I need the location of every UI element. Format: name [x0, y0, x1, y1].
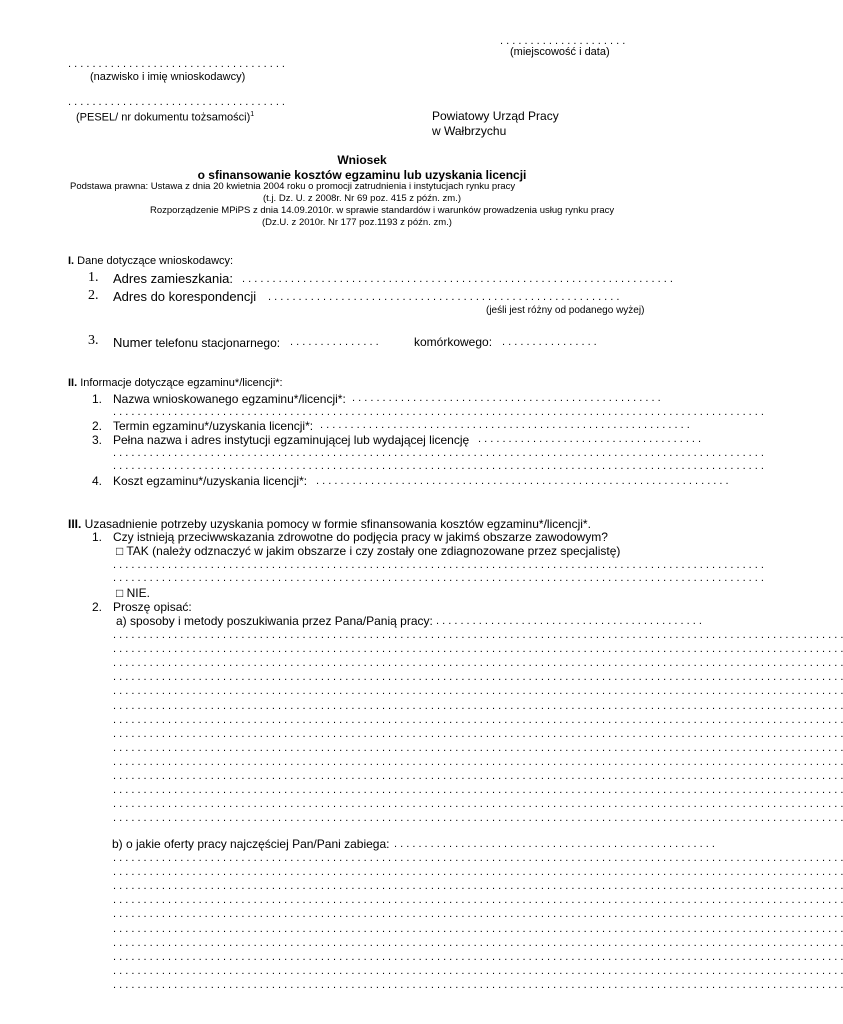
- correspondence-dots[interactable]: . . . . . . . . . . . . . . . . . . . . . . . . . . . . . . . . . . . . . . . . . . . . . . . . . . . . . . . . . .: [268, 291, 620, 303]
- landline-dots[interactable]: . . . . . . . . . . . . . . .: [290, 336, 379, 348]
- health-yes-dots-1[interactable]: . . . . . . . . . . . . . . . . . . . . . . . . . . . . . . . . . . . . . . . . . . . . . . . . . . . . . . . . . . . . . . . . . . . . . . . . . . . . . . . . . . . . . . . . . . . . . . . . . . . . . . . . . . .: [113, 559, 764, 571]
- answer-line[interactable]: . . . . . . . . . . . . . . . . . . . . . . . . . . . . . . . . . . . . . . . . . . . . . . . . . . . . . . . . . . . . . . . . . . . . . . . . . . . . . . . . . . . . . . . . . . . . . . . . . . . . . . . . . . . . . . . . . . . . . . . .: [113, 908, 843, 921]
- pesel-dots[interactable]: . . . . . . . . . . . . . . . . . . . . . . . . . . . . . . . . . . . .: [68, 96, 285, 108]
- exam-date-label: Termin egzaminu*/uzyskania licencji*:: [113, 419, 314, 433]
- job-search-methods-dots[interactable]: . . . . . . . . . . . . . . . . . . . . . . . . . . . . . . . . . . . . . . . . . . . .: [436, 615, 702, 627]
- answer-line[interactable]: . . . . . . . . . . . . . . . . . . . . . . . . . . . . . . . . . . . . . . . . . . . . . . . . . . . . . . . . . . . . . . . . . . . . . . . . . . . . . . . . . . . . . . . . . . . . . . . . . . . . . . . . . . . . . . . . . . . . . . . .: [113, 741, 843, 754]
- answer-line[interactable]: . . . . . . . . . . . . . . . . . . . . . . . . . . . . . . . . . . . . . . . . . . . . . . . . . . . . . . . . . . . . . . . . . . . . . . . . . . . . . . . . . . . . . . . . . . . . . . . . . . . . . . . . . . . . . . . . . . . . . . . .: [113, 978, 843, 991]
- job-offers-label: b) o jakie oferty pracy najczęściej Pan/Pani zabiega:: [112, 837, 390, 851]
- exam-name-label: Nazwa wnioskowanego egzaminu*/licencji*:: [113, 392, 346, 406]
- answer-line[interactable]: . . . . . . . . . . . . . . . . . . . . . . . . . . . . . . . . . . . . . . . . . . . . . . . . . . . . . . . . . . . . . . . . . . . . . . . . . . . . . . . . . . . . . . . . . . . . . . . . . . . . . . . . . . . . . . . . . . . . . . . .: [113, 685, 843, 698]
- item-2-number: 2.: [88, 288, 99, 303]
- institution-dots-3[interactable]: . . . . . . . . . . . . . . . . . . . . . . . . . . . . . . . . . . . . . . . . . . . . . . . . . . . . . . . . . . . . . . . . . . . . . . . . . . . . . . . . . . . . . . . . . . . . . . . . . . . . . . . . . . .: [113, 460, 764, 472]
- health-question: Czy istnieją przeciwwskazania zdrowotne do podjęcia pracy w jakimś obszarze zawodowym?: [113, 530, 608, 544]
- answer-line[interactable]: . . . . . . . . . . . . . . . . . . . . . . . . . . . . . . . . . . . . . . . . . . . . . . . . . . . . . . . . . . . . . . . . . . . . . . . . . . . . . . . . . . . . . . . . . . . . . . . . . . . . . . . . . . . . . . . . . . . . . . . .: [113, 964, 843, 977]
- exam-cost-dots[interactable]: . . . . . . . . . . . . . . . . . . . . . . . . . . . . . . . . . . . . . . . . . . . . . . . . . . . . . . . . . . . . . . . . . . . .: [316, 475, 729, 487]
- legal-basis-2: (t.j. Dz. U. z 2008r. Nr 69 poz. 415 z późn. zm.): [263, 193, 461, 204]
- item-3-number: 3.: [88, 333, 99, 348]
- correspondence-label: Adres do korespondencji: [113, 289, 257, 304]
- document-title: Wniosek: [337, 153, 387, 167]
- job-offers-dots[interactable]: . . . . . . . . . . . . . . . . . . . . . . . . . . . . . . . . . . . . . . . . . . . . . . . . . . . . .: [394, 838, 715, 850]
- institution-dots-2[interactable]: . . . . . . . . . . . . . . . . . . . . . . . . . . . . . . . . . . . . . . . . . . . . . . . . . . . . . . . . . . . . . . . . . . . . . . . . . . . . . . . . . . . . . . . . . . . . . . . . . . . . . . . . . . .: [113, 447, 764, 459]
- correspondence-note: (jeśli jest różny od podanego wyżej): [486, 305, 645, 316]
- exam-cost-number: 4.: [92, 474, 103, 488]
- mobile-label: komórkowego:: [414, 335, 493, 349]
- answer-line[interactable]: . . . . . . . . . . . . . . . . . . . . . . . . . . . . . . . . . . . . . . . . . . . . . . . . . . . . . . . . . . . . . . . . . . . . . . . . . . . . . . . . . . . . . . . . . . . . . . . . . . . . . . . . . . . . . . . . . . . . . . . .: [113, 852, 843, 864]
- answer-line[interactable]: . . . . . . . . . . . . . . . . . . . . . . . . . . . . . . . . . . . . . . . . . . . . . . . . . . . . . . . . . . . . . . . . . . . . . . . . . . . . . . . . . . . . . . . . . . . . . . . . . . . . . . . . . . . . . . . . . . . . . . . .: [113, 727, 843, 740]
- answer-line[interactable]: . . . . . . . . . . . . . . . . . . . . . . . . . . . . . . . . . . . . . . . . . . . . . . . . . . . . . . . . . . . . . . . . . . . . . . . . . . . . . . . . . . . . . . . . . . . . . . . . . . . . . . . . . . . . . . . . . . . . . . . .: [113, 798, 843, 811]
- exam-cost-label: Koszt egzaminu*/uzyskania licencji*:: [113, 474, 308, 488]
- section-1-heading: I. Dane dotyczące wnioskodawcy:: [68, 255, 234, 267]
- exam-name-dots-2[interactable]: . . . . . . . . . . . . . . . . . . . . . . . . . . . . . . . . . . . . . . . . . . . . . . . . . . . . . . . . . . . . . . . . . . . . . . . . . . . . . . . . . . . . . . . . . . . . . . . . . . . . . . . . . . .: [113, 406, 764, 418]
- exam-name-dots[interactable]: . . . . . . . . . . . . . . . . . . . . . . . . . . . . . . . . . . . . . . . . . . . . . . . . . . .: [352, 392, 661, 404]
- answer-line[interactable]: . . . . . . . . . . . . . . . . . . . . . . . . . . . . . . . . . . . . . . . . . . . . . . . . . . . . . . . . . . . . . . . . . . . . . . . . . . . . . . . . . . . . . . . . . . . . . . . . . . . . . . . . . . . . . . . . . . . . . . . .: [113, 784, 843, 797]
- date-place-label: (miejscowość i data): [510, 46, 610, 58]
- address-dots[interactable]: . . . . . . . . . . . . . . . . . . . . . . . . . . . . . . . . . . . . . . . . . . . . . . . . . . . . . . . . . . . . . . . . . . . . . . .: [242, 273, 673, 285]
- answer-line[interactable]: . . . . . . . . . . . . . . . . . . . . . . . . . . . . . . . . . . . . . . . . . . . . . . . . . . . . . . . . . . . . . . . . . . . . . . . . . . . . . . . . . . . . . . . . . . . . . . . . . . . . . . . . . . . . . . . . . . . . . . . .: [113, 671, 843, 684]
- answer-line[interactable]: . . . . . . . . . . . . . . . . . . . . . . . . . . . . . . . . . . . . . . . . . . . . . . . . . . . . . . . . . . . . . . . . . . . . . . . . . . . . . . . . . . . . . . . . . . . . . . . . . . . . . . . . . . . . . . . . . . . . . . . .: [113, 880, 843, 893]
- legal-basis-1: Podstawa prawna: Ustawa z dnia 20 kwietnia 2004 roku o promocji zatrudnienia i instytucjach rynku pracy: [70, 181, 516, 192]
- answer-line[interactable]: . . . . . . . . . . . . . . . . . . . . . . . . . . . . . . . . . . . . . . . . . . . . . . . . . . . . . . . . . . . . . . . . . . . . . . . . . . . . . . . . . . . . . . . . . . . . . . . . . . . . . . . . . . . . . . . . . . . . . . . .: [113, 950, 843, 963]
- office-name: Powiatowy Urząd Pracy: [432, 109, 559, 123]
- answer-line[interactable]: . . . . . . . . . . . . . . . . . . . . . . . . . . . . . . . . . . . . . . . . . . . . . . . . . . . . . . . . . . . . . . . . . . . . . . . . . . . . . . . . . . . . . . . . . . . . . . . . . . . . . . . . . . . . . . . . . . . . . . . .: [113, 894, 843, 907]
- describe-number: 2.: [92, 600, 103, 614]
- applicant-name-label: (nazwisko i imię wnioskodawcy): [90, 71, 246, 83]
- section-2-heading: II. Informacje dotyczące egzaminu*/licencji*:: [68, 377, 283, 389]
- office-city: w Wałbrzychu: [432, 124, 507, 138]
- institution-dots[interactable]: . . . . . . . . . . . . . . . . . . . . . . . . . . . . . . . . . . . . .: [478, 433, 702, 445]
- answer-line[interactable]: . . . . . . . . . . . . . . . . . . . . . . . . . . . . . . . . . . . . . . . . . . . . . . . . . . . . . . . . . . . . . . . . . . . . . . . . . . . . . . . . . . . . . . . . . . . . . . . . . . . . . . . . . . . . . . . . . . . . . . . .: [113, 657, 843, 670]
- exam-name-number: 1.: [92, 392, 103, 406]
- applicant-name-dots[interactable]: . . . . . . . . . . . . . . . . . . . . . . . . . . . . . . . . . . . .: [68, 58, 285, 70]
- health-yes-dots-2[interactable]: . . . . . . . . . . . . . . . . . . . . . . . . . . . . . . . . . . . . . . . . . . . . . . . . . . . . . . . . . . . . . . . . . . . . . . . . . . . . . . . . . . . . . . . . . . . . . . . . . . . . . . . . . . .: [113, 572, 764, 584]
- item-1-number: 1.: [88, 270, 99, 285]
- answer-line[interactable]: . . . . . . . . . . . . . . . . . . . . . . . . . . . . . . . . . . . . . . . . . . . . . . . . . . . . . . . . . . . . . . . . . . . . . . . . . . . . . . . . . . . . . . . . . . . . . . . . . . . . . . . . . . . . . . . . . . . . . . . .: [113, 713, 843, 726]
- institution-label: Pełna nazwa i adres instytucji egzaminującej lub wydającej licencję: [113, 433, 470, 447]
- answer-line[interactable]: . . . . . . . . . . . . . . . . . . . . . . . . . . . . . . . . . . . . . . . . . . . . . . . . . . . . . . . . . . . . . . . . . . . . . . . . . . . . . . . . . . . . . . . . . . . . . . . . . . . . . . . . . . . . . . . . . . . . . . . .: [113, 812, 843, 825]
- address-label: Adres zamieszkania:: [113, 271, 233, 286]
- document-subtitle: o sfinansowanie kosztów egzaminu lub uzyskania licencji: [197, 168, 527, 182]
- legal-basis-3: Rozporządzenie MPiPS z dnia 14.09.2010r. w sprawie standardów i warunków prowadzenia usług rynku pracy: [150, 205, 615, 216]
- phone-label: Numer telefonu stacjonarnego:: [113, 335, 281, 350]
- date-place-dots[interactable]: . . . . . . . . . . . . . . . . . . . . .: [500, 35, 626, 47]
- answer-line[interactable]: . . . . . . . . . . . . . . . . . . . . . . . . . . . . . . . . . . . . . . . . . . . . . . . . . . . . . . . . . . . . . . . . . . . . . . . . . . . . . . . . . . . . . . . . . . . . . . . . . . . . . . . . . . . . . . . . . . . . . . . .: [113, 629, 843, 641]
- answer-line[interactable]: . . . . . . . . . . . . . . . . . . . . . . . . . . . . . . . . . . . . . . . . . . . . . . . . . . . . . . . . . . . . . . . . . . . . . . . . . . . . . . . . . . . . . . . . . . . . . . . . . . . . . . . . . . . . . . . . . . . . . . . .: [113, 770, 843, 782]
- pesel-label: (PESEL/ nr dokumentu tożsamości)$^1$: [76, 111, 255, 124]
- health-question-number: 1.: [92, 530, 103, 544]
- exam-date-dots[interactable]: . . . . . . . . . . . . . . . . . . . . . . . . . . . . . . . . . . . . . . . . . . . . . . . . . . . . . . . . . . . . .: [320, 419, 690, 431]
- health-no-option[interactable]: □ NIE.: [116, 586, 150, 600]
- answer-line[interactable]: . . . . . . . . . . . . . . . . . . . . . . . . . . . . . . . . . . . . . . . . . . . . . . . . . . . . . . . . . . . . . . . . . . . . . . . . . . . . . . . . . . . . . . . . . . . . . . . . . . . . . . . . . . . . . . . . . . . . . . . .: [113, 866, 843, 879]
- answer-line[interactable]: . . . . . . . . . . . . . . . . . . . . . . . . . . . . . . . . . . . . . . . . . . . . . . . . . . . . . . . . . . . . . . . . . . . . . . . . . . . . . . . . . . . . . . . . . . . . . . . . . . . . . . . . . . . . . . . . . . . . . . . .: [113, 922, 843, 935]
- section-3-heading: III. Uzasadnienie potrzeby uzyskania pomocy w formie sfinansowania kosztów egzaminu*/licencji*.: [68, 517, 591, 531]
- job-search-methods-label: a) sposoby i metody poszukiwania przez Pana/Panią pracy:: [116, 614, 433, 628]
- institution-number: 3.: [92, 433, 103, 447]
- health-yes-option[interactable]: □ TAK (należy odznaczyć w jakim obszarze i czy zostały one zdiagnozowane przez specjalistę): [116, 544, 621, 558]
- answer-line[interactable]: . . . . . . . . . . . . . . . . . . . . . . . . . . . . . . . . . . . . . . . . . . . . . . . . . . . . . . . . . . . . . . . . . . . . . . . . . . . . . . . . . . . . . . . . . . . . . . . . . . . . . . . . . . . . . . . . . . . . . . . .: [113, 755, 843, 768]
- footnote-marker: 1: [250, 111, 255, 118]
- exam-date-number: 2.: [92, 419, 103, 433]
- mobile-dots[interactable]: . . . . . . . . . . . . . . . .: [502, 336, 597, 348]
- legal-basis-4: (Dz.U. z 2010r. Nr 177 poz.1193 z późn. zm.): [262, 217, 452, 228]
- answer-line[interactable]: . . . . . . . . . . . . . . . . . . . . . . . . . . . . . . . . . . . . . . . . . . . . . . . . . . . . . . . . . . . . . . . . . . . . . . . . . . . . . . . . . . . . . . . . . . . . . . . . . . . . . . . . . . . . . . . . . . . . . . . .: [113, 936, 843, 949]
- answer-line[interactable]: . . . . . . . . . . . . . . . . . . . . . . . . . . . . . . . . . . . . . . . . . . . . . . . . . . . . . . . . . . . . . . . . . . . . . . . . . . . . . . . . . . . . . . . . . . . . . . . . . . . . . . . . . . . . . . . . . . . . . . . .: [113, 699, 843, 712]
- answer-line[interactable]: . . . . . . . . . . . . . . . . . . . . . . . . . . . . . . . . . . . . . . . . . . . . . . . . . . . . . . . . . . . . . . . . . . . . . . . . . . . . . . . . . . . . . . . . . . . . . . . . . . . . . . . . . . . . . . . . . . . . . . . .: [113, 643, 843, 656]
- describe-label: Proszę opisać:: [113, 600, 192, 614]
